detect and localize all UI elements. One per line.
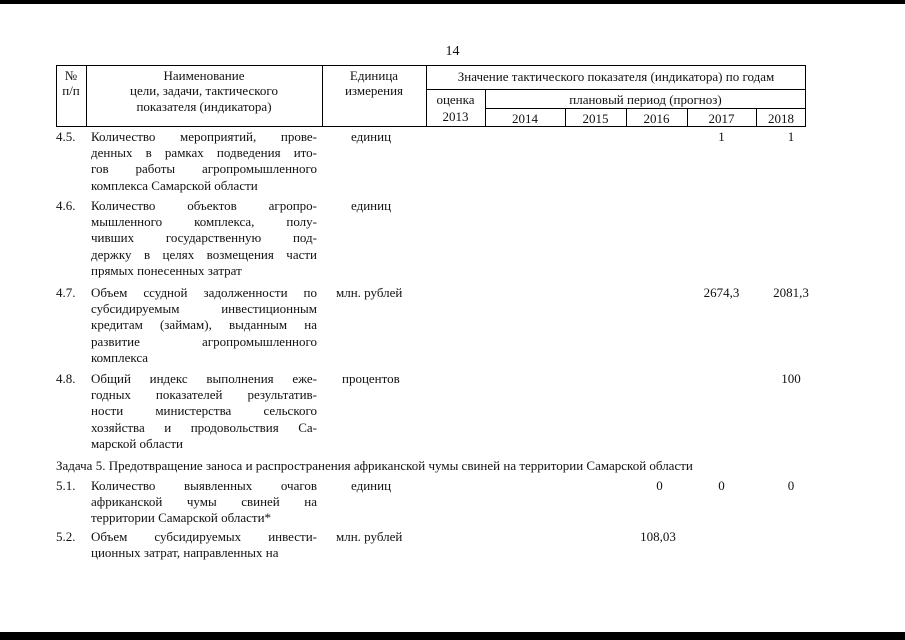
row-unit: единиц [351,129,392,144]
header-unit-line2: измерения [344,83,404,98]
row-name-line: Количество выявленных очагов [91,478,317,493]
row-name-line: марской области [91,435,183,451]
row-value-2015: 108,03 [640,529,676,544]
row-value-2017: 2674,3 [703,285,740,300]
header-name-line1: Наименование [163,68,245,83]
header-name-line3: показателя (индикатора) [136,99,272,114]
row-name-line: Количество объектов агропро- [91,198,317,213]
row-name-line: хозяйства и продовольствия Са- [91,419,317,435]
row-unit: единиц [351,198,392,213]
row-name-line: Количество мероприятий, прове- [91,129,317,144]
row-name [91,371,317,452]
row-name-line: развитие агропромышленного [91,333,317,349]
row-unit: млн. рублей [336,529,403,544]
header-num-line2: п/п [62,83,80,98]
header-planned-period: плановый период (прогноз) [569,92,722,107]
row-value-2018: 2081,3 [773,285,809,300]
row-name-line: комплекса Самарской области [91,177,258,193]
row-value-2018: 1 [787,129,795,144]
row-number: 4.8. [56,371,76,386]
row-name-line: годных показателей результатив- [91,387,317,403]
scan-border-bottom [0,632,905,640]
header-unit-line1: Единица [349,68,399,83]
row-name-line: денных в рамках подведения ито- [91,145,317,161]
row-name-line: мышленного комплекса, полу- [91,214,317,230]
row-unit: процентов [342,371,400,386]
row-name [91,478,317,527]
header-bottom-border [56,126,806,127]
header-year-2013: 2013 [442,109,469,124]
row-value-2018: 0 [787,478,795,493]
row-name-line: африканской чумы свиней на [91,494,317,510]
header-year-2015: 2015 [582,111,609,126]
row-name-line: прямых понесенных затрат [91,262,242,278]
row-name [91,129,317,194]
row-name-line: ционных затрат, направленных на [91,545,279,561]
row-name-line: ности министерства сельского [91,403,317,419]
row-name-line: субсидируемым инвестиционным [91,301,317,317]
row-name-line: Общий индекс выполнения еже- [91,371,317,386]
header-year-2016: 2016 [643,111,670,126]
row-name-line: комплекса [91,349,149,365]
row-number: 5.2. [56,529,76,544]
scan-border-top [0,0,905,4]
header-num-line1: № [64,68,78,83]
header-name-line2: цели, задачи, тактического [130,83,278,98]
row-number: 5.1. [56,478,76,493]
header-top-border [56,65,806,66]
header-estimate: оценка [436,92,475,107]
task-5-title: Задача 5. Предотвращение заноса и распространения африканской чумы свиней на территории Самарской области [56,458,693,473]
row-value-2017: 1 [718,129,725,144]
row-value-2018: 100 [781,371,801,386]
header-values-title: Значение тактического показателя (индикатора) по годам [457,69,775,84]
row-number: 4.6. [56,198,76,213]
row-unit: единиц [351,478,392,493]
row-name [91,198,317,279]
header-planned-divider [485,108,806,109]
row-name-line: территории Самарской области* [91,510,272,526]
header-year-2014: 2014 [512,111,538,126]
page-number: 14 [445,44,460,59]
row-name-line: чивших государственную под- [91,230,317,246]
row-name [91,529,317,561]
row-name [91,285,317,366]
row-number: 4.7. [56,285,76,300]
row-value-2016: 0 [656,478,663,493]
header-year-2018: 2018 [768,111,794,126]
row-number: 4.5. [56,129,76,144]
row-name-line: Объем ссудной задолженности по [91,285,317,300]
header-year-2017: 2017 [708,111,735,126]
row-value-2017: 0 [718,478,725,493]
row-unit: млн. рублей [336,285,403,300]
table-header [56,65,806,127]
header-values-divider [426,89,806,90]
row-name-line: держку в целях возмещения части [91,246,317,262]
row-name-line: Объем субсидируемых инвести- [91,529,317,544]
row-name-line: кредитам (займам), выданным на [91,317,317,333]
row-name-line: гов работы агропромышленного [91,161,317,177]
